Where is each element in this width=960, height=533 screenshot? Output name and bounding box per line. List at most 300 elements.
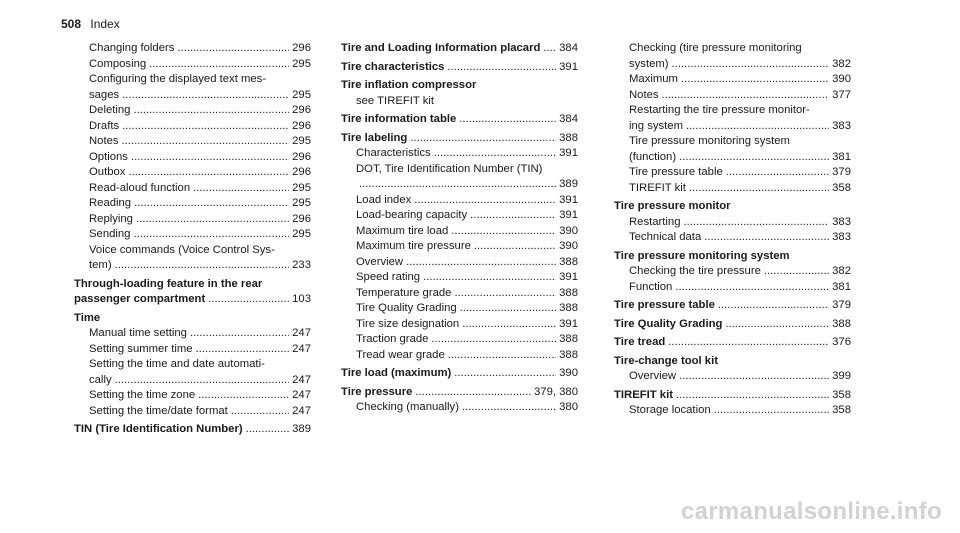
page-reference[interactable]: 384 — [559, 113, 578, 125]
index-entry — [614, 388, 851, 404]
index-entry — [341, 60, 578, 76]
leader-dots — [726, 165, 829, 181]
entry-term: Replying — [89, 212, 133, 225]
entry-row — [356, 301, 578, 317]
entry-term: Tire size designation — [356, 317, 460, 330]
leader-dots — [543, 41, 556, 57]
leader-dots — [474, 239, 556, 255]
leader-dots — [672, 57, 830, 73]
entry-row — [629, 181, 851, 197]
index-subentry — [614, 369, 851, 385]
page-reference[interactable]: 358 — [832, 181, 851, 194]
entry-row — [89, 388, 311, 404]
page-reference[interactable]: 296 — [292, 104, 311, 116]
entry-row — [629, 150, 851, 166]
page-number: 508 — [61, 17, 82, 31]
leader-dots — [431, 332, 556, 348]
leader-dots — [359, 177, 556, 193]
entry-term: Technical data — [629, 231, 702, 243]
entry-term: Changing folders — [89, 42, 175, 54]
entry-row — [629, 264, 851, 280]
index-subentry — [74, 119, 311, 135]
entry-term: Tire pressure monitor — [614, 200, 731, 212]
entry-row — [89, 134, 311, 150]
entry-term: Tire labeling — [341, 131, 408, 144]
entry-term: Load index — [356, 193, 412, 206]
index-subentry — [74, 404, 311, 420]
entry-row — [89, 212, 311, 228]
page-reference[interactable]: 391 — [559, 147, 578, 159]
index-entry — [74, 422, 311, 438]
page-reference[interactable]: 383 — [832, 231, 851, 243]
page-reference[interactable]: 295 — [292, 228, 311, 240]
index-subentry — [614, 403, 851, 419]
index-subentry — [614, 134, 851, 165]
entry-row — [89, 196, 311, 212]
leader-dots — [177, 41, 289, 57]
entry-row — [356, 255, 578, 271]
page-reference[interactable]: 399 — [832, 370, 851, 382]
entry-term: Checking (manually) — [356, 401, 459, 413]
index-entry — [341, 78, 578, 94]
entry-term: Tire-change tool kit — [614, 354, 718, 367]
entry-row — [89, 227, 311, 243]
entry-term: Composing — [89, 57, 147, 70]
entry-term: Tire pressure monitoring system — [629, 135, 790, 147]
leader-dots — [434, 146, 556, 162]
entry-term: Reading — [89, 197, 132, 209]
index-subentry — [74, 57, 311, 73]
entry-term: Deleting — [89, 104, 131, 116]
entry-row — [629, 88, 851, 104]
page-reference[interactable]: 388 — [559, 302, 578, 314]
entry-row — [89, 165, 311, 181]
entry-term: see TIREFIT kit — [356, 94, 435, 107]
entry-term: Notes — [89, 135, 119, 147]
entry-row — [89, 181, 311, 197]
leader-dots — [764, 264, 829, 280]
entry-term: Time — [74, 311, 101, 324]
index-subentry — [341, 286, 578, 302]
entry-row — [614, 298, 851, 314]
entry-row — [629, 230, 851, 246]
index-subentry — [74, 165, 311, 181]
index-entry — [341, 41, 578, 57]
leader-dots — [679, 369, 829, 385]
entry-row — [89, 88, 311, 104]
leader-dots — [414, 193, 556, 209]
page-reference[interactable]: 296 — [292, 150, 311, 163]
entry-term-continued: system) — [629, 57, 669, 70]
page-reference[interactable]: 233 — [292, 259, 311, 271]
entry-row — [629, 165, 851, 181]
index-subentry — [341, 255, 578, 271]
entry-row — [629, 57, 851, 73]
page-reference[interactable]: 388 — [559, 255, 578, 268]
page-reference[interactable]: 382 — [832, 57, 851, 70]
entry-term: Restarting — [629, 215, 681, 228]
entry-term: Through-loading feature in the rear — [74, 277, 263, 290]
page-reference[interactable]: 388 — [559, 131, 578, 144]
leader-dots — [681, 72, 829, 88]
entry-term-continued: ing system — [629, 119, 683, 132]
entry-term: DOT, Tire Identification Number (TIN) — [356, 162, 543, 175]
leader-dots — [662, 88, 830, 104]
entry-term: Outbox — [89, 166, 126, 178]
entry-term: Tire pressure monitoring system — [614, 249, 790, 262]
page-reference[interactable]: 358 — [832, 388, 851, 401]
index-entry — [74, 311, 311, 327]
entry-row — [629, 369, 851, 385]
index-entry — [341, 112, 578, 128]
entry-term: Tire Quality Grading — [356, 302, 457, 314]
index-subentry — [74, 150, 311, 166]
entry-row — [629, 280, 851, 296]
leader-dots — [122, 88, 289, 104]
leader-dots — [190, 326, 289, 342]
page-reference[interactable]: 295 — [292, 57, 311, 70]
entry-row — [74, 422, 311, 438]
index-subentry — [341, 348, 578, 364]
entry-term: Voice commands (Voice Control Sys- — [89, 243, 275, 256]
index-subentry — [74, 357, 311, 388]
leader-dots — [131, 150, 289, 166]
entry-row — [356, 270, 578, 286]
entry-term: Checking (tire pressure monitoring — [629, 42, 802, 54]
entry-row — [341, 366, 578, 382]
index-column-2 — [341, 41, 578, 416]
leader-dots — [447, 60, 556, 76]
entry-row — [356, 348, 578, 364]
entry-term: Tire load (maximum) — [341, 367, 452, 379]
entry-term-continued: (function) — [629, 150, 677, 163]
entry-row — [629, 215, 851, 231]
page-reference[interactable]: 358 — [832, 404, 851, 416]
leader-dots — [122, 134, 290, 150]
entry-row — [629, 119, 851, 135]
entry-row — [341, 60, 578, 76]
page-reference[interactable]: 383 — [832, 119, 851, 132]
leader-dots — [198, 388, 289, 404]
index-subentry — [341, 224, 578, 240]
entry-term: Tire inflation compressor — [341, 79, 477, 91]
index-subentry — [614, 280, 851, 296]
index-subentry — [74, 227, 311, 243]
index-subentry — [341, 317, 578, 333]
page-reference[interactable]: 296 — [292, 166, 311, 178]
leader-dots — [246, 422, 290, 438]
page-reference[interactable]: 383 — [832, 215, 851, 228]
page-reference[interactable]: 381 — [832, 150, 851, 163]
entry-row — [356, 146, 578, 162]
entry-term: Setting the time and date automati- — [89, 358, 265, 370]
index-entry — [614, 298, 851, 314]
index-subentry — [74, 103, 311, 119]
entry-row — [356, 224, 578, 240]
entry-term: Tire pressure table — [614, 299, 715, 311]
page-reference[interactable]: 390 — [559, 240, 578, 252]
entry-term-continued: tem) — [89, 259, 112, 271]
entry-term: Tire characteristics — [341, 60, 445, 73]
page-reference[interactable]: 247 — [292, 373, 311, 386]
leader-dots — [675, 280, 829, 296]
entry-term-continued: sages — [89, 88, 120, 101]
index-subentry — [74, 196, 311, 212]
entry-term: Tread wear grade — [356, 348, 445, 361]
entry-row — [614, 335, 851, 351]
index-subentry — [74, 72, 311, 103]
leader-dots — [460, 301, 556, 317]
entry-row — [356, 193, 578, 209]
index-subentry — [74, 326, 311, 342]
entry-term: Maximum tire pressure — [356, 240, 471, 252]
page-reference[interactable]: 379, 380 — [534, 385, 578, 398]
entry-row — [629, 72, 851, 88]
index-subentry — [614, 41, 851, 72]
index-subentry — [341, 332, 578, 348]
page-reference[interactable]: 391 — [559, 317, 578, 330]
page-reference[interactable]: 247 — [292, 389, 311, 401]
leader-dots — [133, 227, 289, 243]
leader-dots — [133, 103, 289, 119]
leader-dots — [406, 255, 556, 271]
page-header — [61, 17, 120, 31]
entry-term-continued: passenger compartment — [74, 293, 206, 305]
entry-term: Restarting the tire pressure monitor- — [629, 104, 810, 116]
entry-term: Checking the tire pressure — [629, 265, 761, 277]
leader-dots — [415, 385, 531, 401]
entry-term: Tire information table — [341, 113, 457, 125]
entry-row — [356, 332, 578, 348]
index-entry — [614, 199, 851, 215]
page-reference[interactable]: 377 — [832, 88, 851, 101]
page-reference[interactable]: 247 — [292, 342, 311, 355]
entry-term: Setting the time/date format — [89, 404, 228, 417]
entry-term: Temperature grade — [356, 286, 452, 299]
leader-dots — [725, 317, 829, 333]
index-subentry — [74, 342, 311, 358]
leader-dots — [231, 404, 289, 420]
page-reference[interactable]: 388 — [559, 348, 578, 361]
index-column-1 — [74, 41, 311, 438]
page-reference[interactable]: 388 — [832, 317, 851, 330]
entry-term: TIREFIT kit — [629, 181, 686, 194]
page-reference[interactable]: 379 — [832, 166, 851, 178]
leader-dots — [193, 181, 289, 197]
index-subentry — [341, 400, 578, 416]
leader-dots — [462, 400, 556, 416]
entry-row — [629, 403, 851, 419]
index-entry — [341, 385, 578, 401]
entry-row — [356, 177, 578, 193]
page-reference[interactable]: 380 — [559, 401, 578, 413]
page-reference[interactable]: 379 — [832, 299, 851, 311]
leader-dots — [115, 373, 290, 389]
index-entry — [614, 354, 851, 370]
index-entry — [341, 366, 578, 382]
leader-dots — [134, 196, 289, 212]
leader-dots — [410, 131, 556, 147]
leader-dots — [470, 208, 556, 224]
page-reference[interactable]: 295 — [292, 88, 311, 101]
section-title: Index — [90, 17, 120, 31]
leader-dots — [208, 292, 289, 308]
entry-term: Setting summer time — [89, 342, 193, 355]
entry-term: Overview — [629, 370, 677, 382]
leader-dots — [448, 348, 556, 364]
leader-dots — [684, 215, 830, 231]
page-reference[interactable]: 296 — [292, 212, 311, 225]
entry-term: Tire Quality Grading — [614, 317, 723, 330]
page-reference[interactable]: 384 — [559, 42, 578, 54]
index-entry — [74, 277, 311, 308]
entry-term: Load-bearing capacity — [356, 209, 468, 221]
page-reference[interactable]: 295 — [292, 135, 311, 147]
entry-row — [89, 326, 311, 342]
leader-dots — [679, 150, 829, 166]
watermark-logo: carmanualsonline.info — [680, 498, 942, 525]
entry-term-continued: cally — [89, 373, 112, 386]
index-subentry — [341, 162, 578, 193]
page-reference[interactable]: 296 — [292, 119, 311, 132]
leader-dots — [689, 181, 829, 197]
entry-term: Tire and Loading Information placard — [341, 42, 541, 54]
entry-row — [341, 385, 578, 401]
entry-term: Speed rating — [356, 271, 421, 283]
entry-term: TIREFIT kit — [614, 388, 673, 401]
page-reference[interactable]: 388 — [559, 286, 578, 299]
page-reference[interactable]: 391 — [559, 193, 578, 206]
index-entry — [614, 249, 851, 265]
index-subentry — [341, 146, 578, 162]
page-reference[interactable]: 391 — [559, 60, 578, 73]
page-reference[interactable]: 390 — [559, 367, 578, 379]
index-subentry — [341, 301, 578, 317]
leader-dots — [115, 258, 290, 274]
index-subentry — [614, 72, 851, 88]
entry-term: Manual time setting — [89, 327, 187, 339]
page-reference[interactable]: 296 — [292, 42, 311, 54]
leader-dots — [454, 286, 556, 302]
leader-dots — [668, 335, 829, 351]
index-subentry — [74, 212, 311, 228]
leader-dots — [149, 57, 289, 73]
page-reference[interactable]: 391 — [559, 271, 578, 283]
index-subentry — [341, 239, 578, 255]
page-reference[interactable]: 390 — [559, 224, 578, 237]
entry-row — [341, 131, 578, 147]
entry-term: Read-aloud function — [89, 181, 191, 194]
page-reference[interactable]: 103 — [292, 293, 311, 305]
leader-dots — [686, 119, 829, 135]
entry-row — [341, 41, 578, 57]
entry-term: Overview — [356, 255, 404, 268]
entry-row — [356, 286, 578, 302]
index-subentry — [74, 388, 311, 404]
entry-term: Maximum tire load — [356, 224, 449, 237]
entry-row — [341, 112, 578, 128]
page-reference[interactable]: 389 — [559, 178, 578, 190]
page-reference[interactable]: 389 — [292, 423, 311, 435]
index-subentry — [341, 94, 578, 110]
entry-row — [89, 119, 311, 135]
entry-term: Tire pressure table — [629, 166, 723, 178]
entry-row — [74, 292, 311, 308]
leader-dots — [122, 119, 289, 135]
page-reference[interactable]: 382 — [832, 265, 851, 277]
leader-dots — [714, 403, 829, 419]
page-reference[interactable]: 247 — [292, 404, 311, 417]
entry-term: Function — [629, 280, 673, 293]
entry-row — [89, 103, 311, 119]
entry-row — [89, 373, 311, 389]
leader-dots — [704, 230, 829, 246]
index-subentry — [74, 243, 311, 274]
index-entry — [614, 335, 851, 351]
entry-term: Characteristics — [356, 147, 431, 159]
index-subentry — [74, 181, 311, 197]
entry-term: Tire pressure — [341, 385, 413, 398]
entry-row — [89, 41, 311, 57]
index-subentry — [341, 193, 578, 209]
leader-dots — [676, 388, 829, 404]
index-subentry — [74, 41, 311, 57]
index-subentry — [614, 215, 851, 231]
entry-term: Storage location — [629, 404, 711, 416]
page-reference[interactable]: 295 — [292, 197, 311, 209]
entry-term: Setting the time zone — [89, 389, 196, 401]
index-subentry — [614, 230, 851, 246]
leader-dots — [128, 165, 289, 181]
entry-row — [89, 404, 311, 420]
entry-row — [356, 400, 578, 416]
leader-dots — [136, 212, 289, 228]
leader-dots — [459, 112, 556, 128]
index-subentry — [74, 134, 311, 150]
index-subentry — [614, 88, 851, 104]
entry-row — [89, 150, 311, 166]
entry-term: Maximum — [629, 73, 678, 85]
page-reference[interactable]: 247 — [292, 327, 311, 339]
index-subentry — [341, 270, 578, 286]
entry-row — [89, 258, 311, 274]
index-subentry — [341, 208, 578, 224]
page-reference[interactable]: 388 — [559, 333, 578, 345]
entry-term: Options — [89, 150, 128, 163]
page-reference[interactable]: 391 — [559, 209, 578, 221]
index-subentry — [614, 165, 851, 181]
entry-term: Traction grade — [356, 333, 429, 345]
entry-row — [356, 208, 578, 224]
entry-row — [614, 388, 851, 404]
page-reference[interactable]: 381 — [832, 280, 851, 293]
entry-term: Configuring the displayed text mes- — [89, 73, 267, 85]
page-reference[interactable]: 390 — [832, 73, 851, 85]
page-reference[interactable]: 376 — [832, 336, 851, 348]
entry-term: Tire tread — [614, 336, 666, 348]
entry-row — [614, 317, 851, 333]
index-subentry — [614, 103, 851, 134]
leader-dots — [423, 270, 556, 286]
entry-term: Notes — [629, 88, 659, 101]
leader-dots — [454, 366, 556, 382]
entry-term: Drafts — [89, 119, 120, 132]
entry-term: TIN (Tire Identification Number) — [74, 423, 243, 435]
leader-dots — [462, 317, 556, 333]
entry-row — [356, 239, 578, 255]
entry-row — [89, 57, 311, 73]
page-reference[interactable]: 295 — [292, 181, 311, 194]
